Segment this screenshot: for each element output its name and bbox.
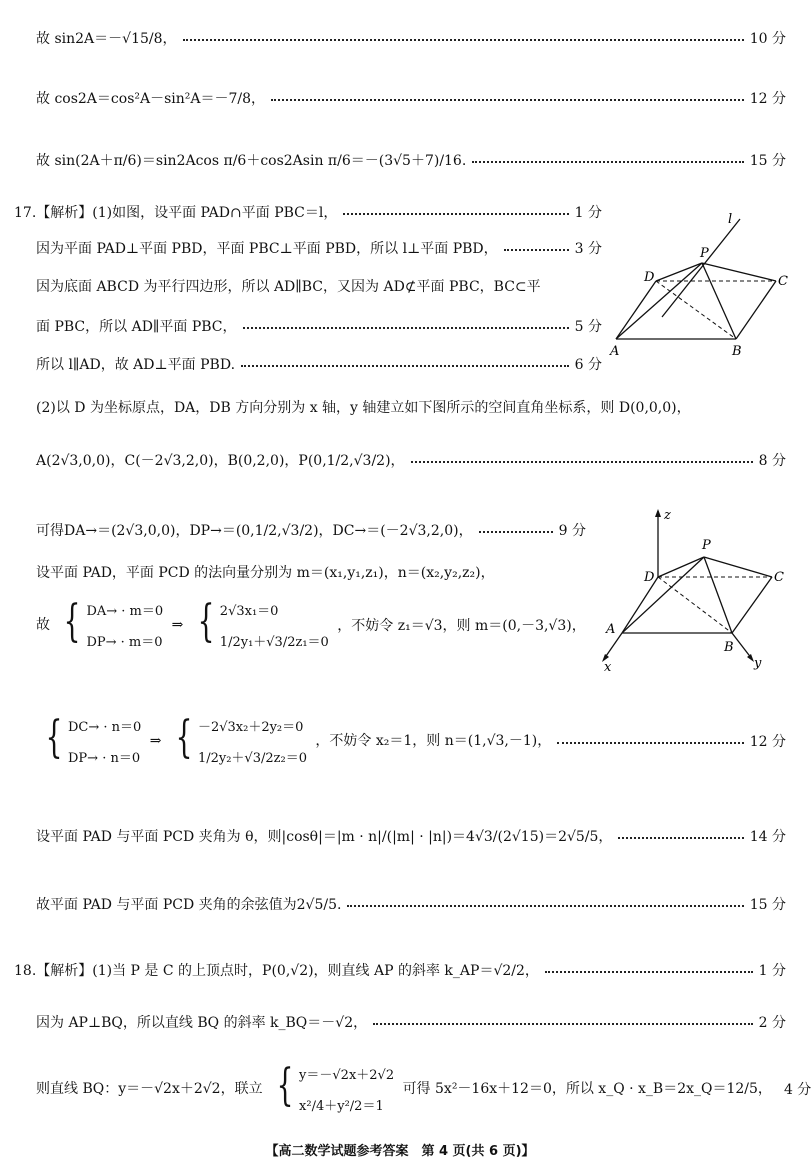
- line-text: 可得 5x²－16x＋12＝0，所以 x_Q · x_B＝2x_Q＝12/5，: [402, 1081, 772, 1097]
- line-prefix: 则直线 BQ：y＝－√2x＋2√2，联立: [36, 1081, 263, 1097]
- line-text: 17.【解析】(1)如图，设平面 PAD∩平面 PBC＝l，: [14, 205, 338, 221]
- edge-PD: [656, 263, 702, 281]
- dot-leader: [504, 249, 569, 251]
- score-label: 8 分: [758, 453, 786, 469]
- dot-leader: [343, 213, 568, 215]
- dot-leader: [557, 742, 744, 744]
- coordinate-pyramid-figure: [592, 505, 792, 675]
- label-D: D: [644, 570, 655, 585]
- edge-PA: [622, 557, 704, 633]
- line-text: 故 sin(2A＋π/6)＝sin2Acos π/6＋cos2Asin π/6＝－(3√5＋7)/16.: [36, 153, 467, 169]
- dot-leader: [618, 837, 743, 839]
- solution-line: [36, 28, 786, 48]
- label-P: P: [700, 246, 709, 261]
- line-text: 故 cos2A＝cos²A－sin²A＝－7/8，: [36, 91, 266, 107]
- label-D: D: [644, 270, 655, 285]
- edge-AD: [616, 281, 656, 339]
- brace-system: { y＝－√2x＋2√2 x²/4＋y²/2＝1: [276, 1060, 395, 1114]
- label-A: A: [610, 344, 620, 359]
- label-B: B: [732, 344, 742, 359]
- score-label: 14 分: [749, 829, 786, 845]
- solution-line: [36, 562, 586, 582]
- score-label: 15 分: [749, 153, 786, 169]
- eq-row: DC→ · n＝0: [68, 720, 142, 735]
- line-text: 所以 l∥AD，故 AD⊥平面 PBD.: [36, 357, 236, 373]
- dot-leader: [347, 905, 743, 907]
- line-prefix: 故: [36, 617, 50, 633]
- score-label: 9 分: [558, 523, 586, 539]
- solution-line: [36, 1060, 811, 1114]
- arrow-y-icon: [747, 654, 754, 662]
- label-C: C: [778, 274, 788, 289]
- line-text: 因为底面 ABCD 为平行四边形，所以 AD∥BC，又因为 AD⊄平面 PBC，BC⊂平: [36, 279, 541, 295]
- solution-line: [36, 520, 586, 540]
- dot-leader: [241, 365, 569, 367]
- score-label: 12 分: [749, 734, 786, 750]
- solution-line: [36, 316, 602, 336]
- score-label: 10 分: [749, 31, 786, 47]
- score-label: 12 分: [749, 91, 786, 107]
- dot-leader: [243, 327, 569, 329]
- label-C: C: [774, 570, 784, 585]
- score-label: 1 分: [758, 963, 786, 979]
- eq-row: 1/2y₁＋√3/2z₁＝0: [219, 635, 329, 650]
- eq-row: DP→ · n＝0: [68, 751, 141, 766]
- solution-line: [36, 354, 602, 374]
- edge-PC: [702, 263, 776, 281]
- score-label: 5 分: [574, 319, 602, 335]
- page-footer: 【高二数学试题参考答案 第 4 页(共 6 页)】: [265, 1144, 535, 1159]
- score-label: 2 分: [758, 1015, 786, 1031]
- edge-PD: [658, 557, 704, 577]
- solution-line: [36, 88, 786, 108]
- line-text: 因为平面 PAD⊥平面 PBD，平面 PBC⊥平面 PBD，所以 l⊥平面 PBD，: [36, 241, 498, 257]
- edge-DB: [658, 577, 732, 633]
- equation-system-n: { DC→ · n＝0 DP→ · n＝0 ⇒ { －2√3x₂＋2y₂＝0 1/2y₂＋√3/2z₂＝0 ，不妨令 x₂＝1，则 n＝(1,√3,－1)， 12 分: [36, 716, 786, 766]
- solution-line: [14, 960, 786, 980]
- dot-leader: [183, 39, 744, 41]
- line-text: 故平面 PAD 与平面 PCD 夹角的余弦值为2√5/5.: [36, 897, 342, 913]
- score-label: 3 分: [574, 241, 602, 257]
- line-text: 故 sin2A＝－√15/8，: [36, 31, 177, 47]
- equation-system-m: 故 { DA→ · m＝0 DP→ · m＝0 ⇒ { 2√3x₁＝0 1/2y₁＋√3/2z₁＝0 ，不妨令 z₁＝√3，则 m＝(0,－3,√3)，: [36, 596, 586, 650]
- label-B: B: [724, 640, 734, 655]
- eq-row: DP→ · m＝0: [86, 635, 163, 650]
- line-text: 因为 AP⊥BQ，所以直线 BQ 的斜率 k_BQ＝－√2，: [36, 1015, 368, 1031]
- eq-row: x²/4＋y²/2＝1: [299, 1099, 384, 1114]
- brace-right: { －2√3x₂＋2y₂＝0 1/2y₂＋√3/2z₂＝0: [175, 712, 307, 766]
- line-text: 18.【解析】(1)当 P 是 C 的上顶点时，P(0,√2)，则直线 AP 的斜率 k_AP＝√2/2，: [14, 963, 539, 979]
- score-label: 15 分: [749, 897, 786, 913]
- brace-left: { DC→ · n＝0 DP→ · n＝0: [45, 712, 142, 766]
- dot-leader: [472, 161, 743, 163]
- dot-leader: [545, 971, 753, 973]
- label-y: y: [754, 656, 762, 671]
- eq-row: DA→ · m＝0: [86, 604, 164, 619]
- line-text: (2)以 D 为坐标原点，DA，DB 方向分别为 x 轴，y 轴建立如下图所示的空间直角坐标系，则 D(0,0,0)，: [36, 400, 691, 416]
- edge-PB: [702, 263, 736, 339]
- edge-PC: [704, 557, 772, 577]
- label-l: l: [728, 212, 733, 227]
- score-label: 1 分: [574, 205, 602, 221]
- edge-PA: [616, 263, 702, 339]
- line-text: ，不妨令 z₁＝√3，则 m＝(0,－3,√3)，: [337, 618, 586, 634]
- edge-PB: [704, 557, 732, 633]
- brace-left: { DA→ · m＝0 DP→ · m＝0: [64, 596, 164, 650]
- solution-line: [36, 826, 786, 846]
- label-x: x: [604, 660, 612, 675]
- edge-BC: [736, 281, 776, 339]
- solution-line: [36, 450, 786, 470]
- solution-line: [14, 202, 602, 222]
- arrow-z-icon: [655, 509, 661, 517]
- label-z: z: [664, 508, 671, 523]
- line-text: 设平面 PAD 与平面 PCD 夹角为 θ，则|cosθ|＝|m · n|/(|m| · |n|)＝4√3/(2√15)＝2√5/5，: [36, 829, 613, 845]
- eq-row: y＝－√2x＋2√2: [299, 1068, 395, 1083]
- solution-line: [36, 1012, 786, 1032]
- axis-y: [732, 633, 752, 659]
- line-l: [662, 219, 740, 317]
- eq-row: 2√3x₁＝0: [219, 604, 279, 619]
- dot-leader: [271, 99, 744, 101]
- dot-leader: [373, 1023, 753, 1025]
- eq-row: －2√3x₂＋2y₂＝0: [197, 720, 304, 735]
- edge-BC: [732, 577, 772, 633]
- solution-line: [36, 397, 786, 417]
- score-label: 6 分: [574, 357, 602, 373]
- dot-leader: [411, 461, 753, 463]
- score-label: 4 分: [783, 1082, 811, 1098]
- line-text: 设平面 PAD，平面 PCD 的法向量分别为 m＝(x₁,y₁,z₁)，n＝(x₂,y₂,z₂)，: [36, 565, 495, 581]
- dot-leader: [479, 531, 553, 533]
- eq-row: 1/2y₂＋√3/2z₂＝0: [197, 751, 307, 766]
- solution-line: [36, 150, 786, 170]
- line-text: A(2√3,0,0)，C(－2√3,2,0)，B(0,2,0)，P(0,1/2,√3/2)，: [36, 453, 405, 469]
- solution-line: [36, 894, 786, 914]
- line-text: ，不妨令 x₂＝1，则 n＝(1,√3,－1)，: [315, 733, 552, 749]
- solution-line: [36, 276, 602, 296]
- line-text: 可得DA→＝(2√3,0,0)，DP→＝(0,1/2,√3/2)，DC→＝(－2√3,2,0)，: [36, 523, 473, 539]
- solution-line: [36, 238, 602, 258]
- label-A: A: [606, 622, 616, 637]
- label-P: P: [702, 538, 711, 553]
- line-text: 面 PBC，所以 AD∥平面 PBC，: [36, 319, 237, 335]
- brace-right: { 2√3x₁＝0 1/2y₁＋√3/2z₁＝0: [197, 596, 329, 650]
- pyramid-figure: [600, 205, 790, 365]
